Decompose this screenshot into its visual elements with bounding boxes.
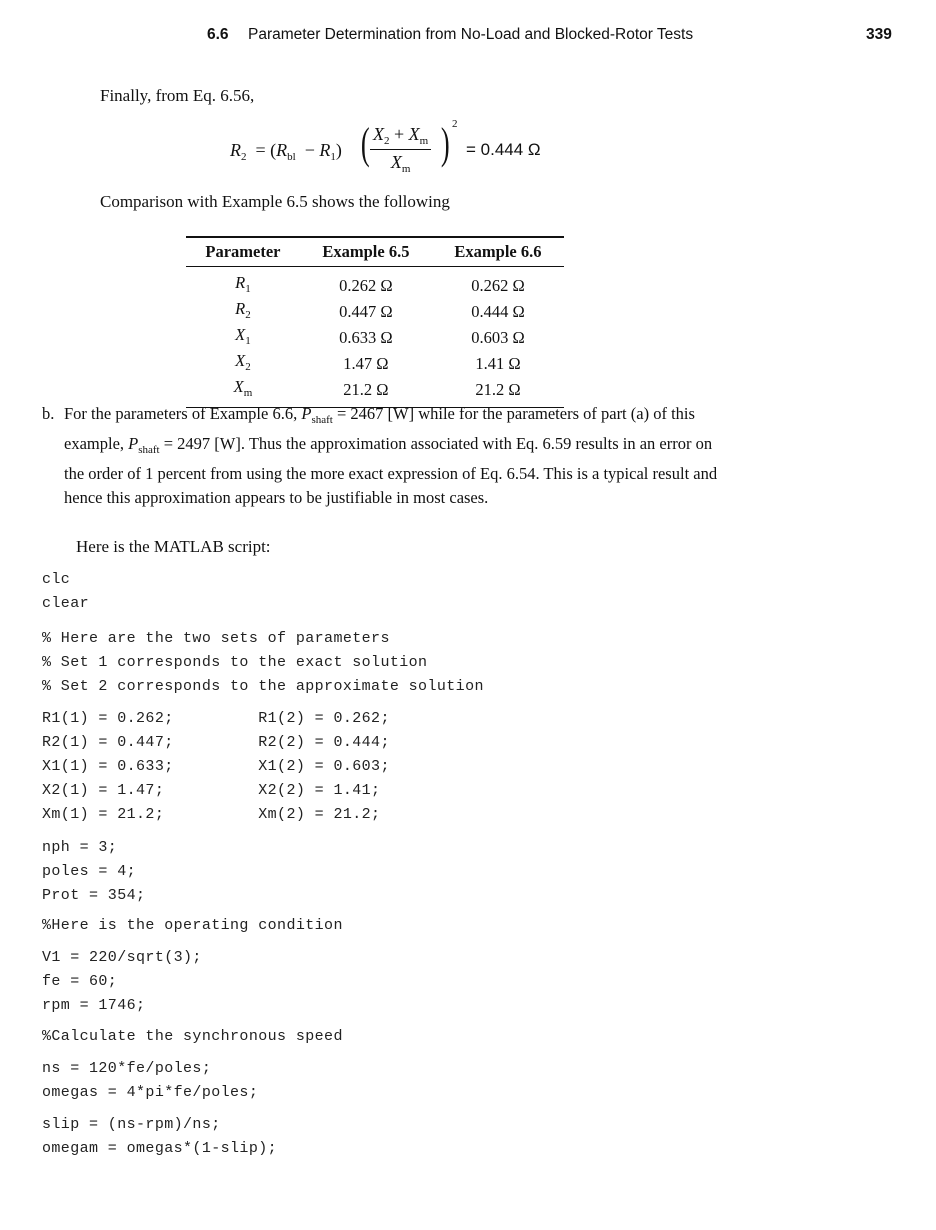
part-b-paragraph <box>42 402 722 510</box>
code-block: slip = (ns-rpm)/ns; omegam = omegas*(1-slip); <box>42 1116 278 1157</box>
part-b-body: For the parameters of Example 6.6, $P_{shaft} = 2467$ [W] while for the parameters of part (a) of this example, $P_{shaft} = 2497$ [W]. Thus the approximation associated with Eq. 6.59 results in an error on the order of 1 percent from using the more exact expression of Eq. 6.54. This is a typical result and hence this approximation appears to be justifiable in most cases. <box>64 404 718 507</box>
section-number: 6.6 <box>207 26 229 43</box>
column-header: Example 6.6 <box>432 237 564 267</box>
code-comment-block: % Here are the two sets of parameters % Set 1 corresponds to the exact solution % Set 2 corresponds to the approximate solution <box>42 630 484 695</box>
code-block: V1 = 220/sqrt(3); fe = 60; rpm = 1746; <box>42 949 202 1014</box>
column-header: Parameter <box>186 237 300 267</box>
code-block: R1(1) = 0.262; R1(2) = 0.262; R2(1) = 0.447; R2(2) = 0.444; X1(1) = 0.633; X1(2) = 0.603; X2(1) = 1.47; X2(2) = 1.41; Xm(1) = 21.2; Xm(2) = 21.2; <box>42 710 390 823</box>
intro-text: Finally, from Eq. 6.56, <box>100 86 255 105</box>
code-block: nph = 3; poles = 4; Prot = 354; <box>42 839 146 904</box>
code-block: ns = 120*fe/poles; omegas = 4*pi*fe/poles; <box>42 1060 259 1101</box>
table-row: $X_1$ 0.633 Ω 0.603 Ω <box>235 325 525 347</box>
part-b-label: b. <box>42 404 55 423</box>
table-row: $X_2$ 1.47 Ω 1.41 Ω <box>235 351 521 373</box>
script-intro: Here is the MATLAB script: <box>76 537 271 556</box>
code-comment: %Here is the operating condition <box>42 917 343 934</box>
page-number: 339 <box>866 26 892 43</box>
code-comment: %Calculate the synchronous speed <box>42 1028 343 1045</box>
table-row: $R_2$ 0.447 Ω 0.444 Ω <box>235 299 525 321</box>
comparison-text: Comparison with Example 6.5 shows the following <box>100 192 450 211</box>
running-header-title: Parameter Determination from No-Load and Blocked-Rotor Tests <box>248 26 694 43</box>
table-row: $R_1$ 0.262 Ω 0.262 Ω <box>235 273 525 295</box>
column-header: Example 6.5 <box>300 237 432 267</box>
code-block: clc clear <box>42 571 90 612</box>
comparison-table <box>186 236 564 408</box>
table-row: $X_m$ 21.2 Ω 21.2 Ω <box>186 377 564 408</box>
